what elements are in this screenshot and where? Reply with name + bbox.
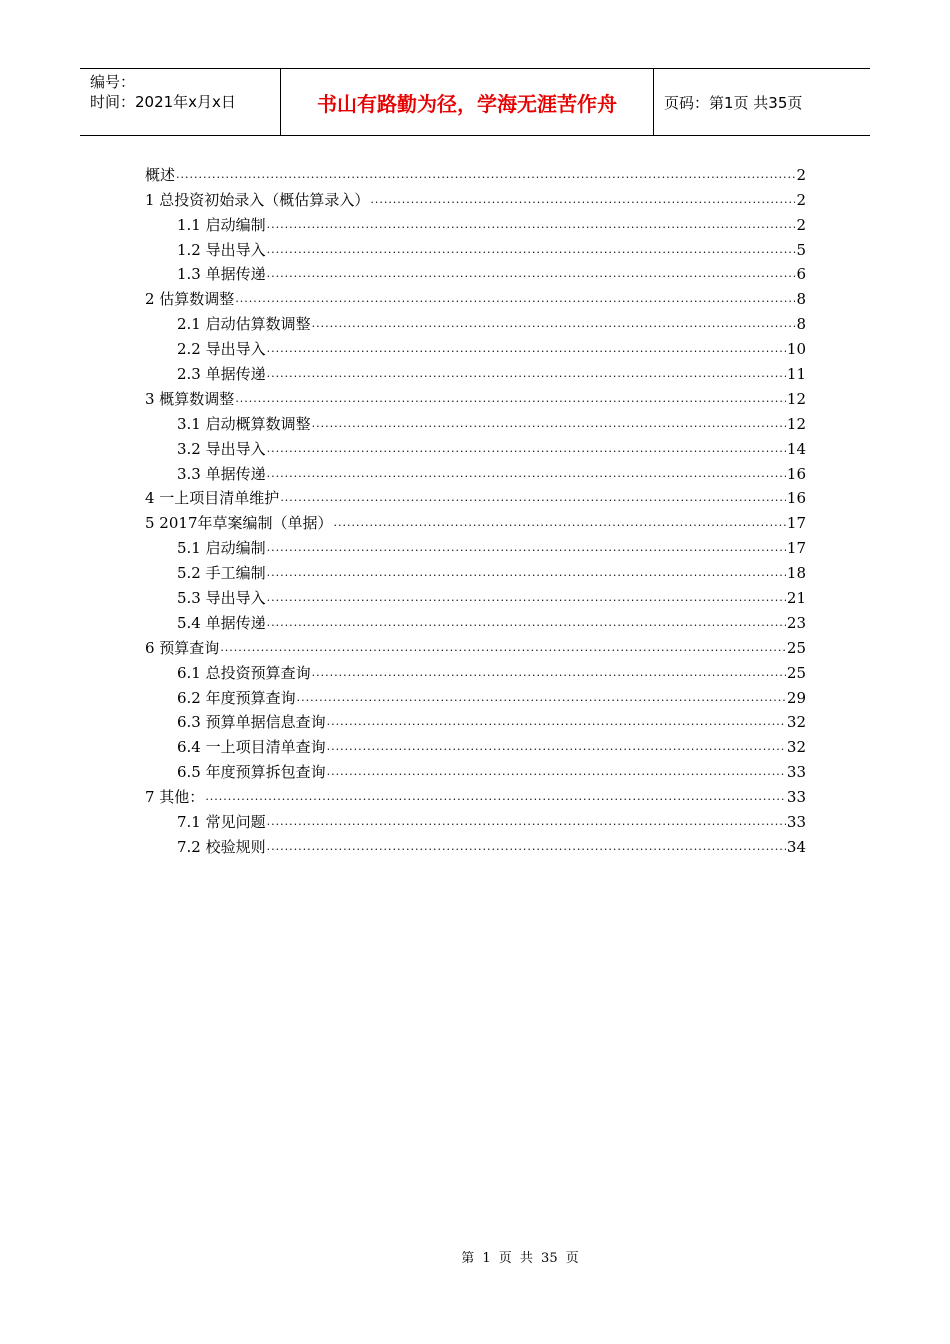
toc-leader-dots bbox=[235, 289, 795, 309]
toc-entry-label: 3.1 启动概算数调整 bbox=[177, 414, 311, 433]
toc-entry[interactable] bbox=[145, 732, 806, 757]
toc-leader-dots bbox=[267, 339, 786, 359]
toc-leader-dots bbox=[267, 538, 786, 558]
toc-entry-page: 25 bbox=[786, 663, 806, 682]
toc-entry[interactable] bbox=[145, 210, 806, 235]
toc-leader-dots bbox=[235, 389, 786, 409]
toc-entry[interactable] bbox=[145, 309, 806, 334]
toc-entry[interactable] bbox=[145, 185, 806, 210]
toc-entry-page: 8 bbox=[796, 315, 806, 334]
toc-entry-label: 5.4 单据传递 bbox=[177, 613, 266, 632]
toc-entry[interactable] bbox=[145, 583, 806, 608]
toc-entry[interactable] bbox=[145, 608, 806, 633]
toc-entry-label: 6.3 预算单据信息查询 bbox=[177, 713, 326, 732]
toc-entry-page: 29 bbox=[786, 688, 806, 707]
toc-entry-label: 5.1 启动编制 bbox=[177, 539, 266, 558]
toc-leader-dots bbox=[334, 513, 786, 533]
toc-entry-page: 21 bbox=[786, 589, 806, 608]
toc-leader-dots bbox=[327, 737, 786, 757]
toc-entry-page: 33 bbox=[786, 813, 806, 832]
toc-entry[interactable] bbox=[145, 459, 806, 484]
toc-leader-dots bbox=[176, 165, 795, 185]
toc-entry-page: 32 bbox=[786, 713, 806, 732]
toc-entry-page: 18 bbox=[786, 564, 806, 583]
toc-entry[interactable] bbox=[145, 832, 806, 857]
header-code-label: 编号： bbox=[90, 73, 136, 91]
header-page-info: 页码：第1页 共35页 bbox=[664, 93, 803, 112]
toc-entry[interactable] bbox=[145, 160, 806, 185]
toc-leader-dots bbox=[327, 712, 786, 732]
toc-entry-page: 8 bbox=[796, 290, 806, 309]
toc-leader-dots bbox=[205, 787, 786, 807]
toc-entry-page: 16 bbox=[786, 489, 806, 508]
toc-entry-label: 6.2 年度预算查询 bbox=[177, 688, 296, 707]
toc-entry-label: 6.5 年度预算拆包查询 bbox=[177, 763, 326, 782]
toc-entry[interactable] bbox=[145, 658, 806, 683]
toc-entry-label: 1.3 单据传递 bbox=[177, 265, 266, 284]
toc-entry[interactable] bbox=[145, 508, 806, 533]
toc-entry-label: 6.4 一上项目清单查询 bbox=[177, 738, 326, 757]
toc-entry-page: 34 bbox=[786, 837, 806, 856]
toc-entry-label: 4 一上项目清单维护 bbox=[145, 489, 280, 508]
toc-entry[interactable] bbox=[145, 409, 806, 434]
toc-entry-page: 33 bbox=[786, 763, 806, 782]
toc-leader-dots bbox=[267, 464, 786, 484]
page-header bbox=[80, 68, 870, 136]
header-time-label: 时间：2021年x月x日 bbox=[90, 93, 236, 111]
toc-entry-page: 5 bbox=[796, 240, 806, 259]
header-motto: 书山有路勤为径，学海无涯苦作舟 bbox=[281, 69, 654, 135]
toc-entry[interactable] bbox=[145, 558, 806, 583]
toc-entry-page: 2 bbox=[796, 215, 806, 234]
toc-leader-dots bbox=[297, 688, 786, 708]
page-footer: 第 1 页 共 35 页 bbox=[461, 1251, 579, 1266]
toc-entry-label: 3 概算数调整 bbox=[145, 389, 235, 408]
toc-entry-label: 5.2 手工编制 bbox=[177, 564, 266, 583]
toc-entry-label: 7.2 校验规则 bbox=[177, 837, 266, 856]
toc-entry-label: 5.3 导出导入 bbox=[177, 589, 266, 608]
toc-entry-page: 11 bbox=[786, 365, 806, 384]
toc-entry[interactable] bbox=[145, 284, 806, 309]
toc-entry[interactable] bbox=[145, 782, 806, 807]
toc-leader-dots bbox=[267, 240, 796, 260]
toc-entry-page: 25 bbox=[786, 638, 806, 657]
toc-entry-label: 2 估算数调整 bbox=[145, 290, 235, 309]
toc-entry-label: 1.1 启动编制 bbox=[177, 215, 266, 234]
toc-entry-label: 6 预算查询 bbox=[145, 638, 220, 657]
toc-entry-label: 7 其他： bbox=[145, 788, 205, 807]
toc-entry[interactable] bbox=[145, 807, 806, 832]
toc-entry-page: 2 bbox=[796, 165, 806, 184]
header-meta bbox=[80, 69, 281, 135]
toc-entry[interactable] bbox=[145, 633, 806, 658]
table-of-contents bbox=[145, 160, 806, 857]
toc-entry[interactable] bbox=[145, 757, 806, 782]
toc-entry-label: 6.1 总投资预算查询 bbox=[177, 663, 311, 682]
toc-entry-page: 12 bbox=[786, 389, 806, 408]
toc-entry-page: 33 bbox=[786, 788, 806, 807]
toc-leader-dots bbox=[370, 190, 795, 210]
toc-leader-dots bbox=[327, 762, 786, 782]
toc-leader-dots bbox=[267, 613, 786, 633]
toc-leader-dots bbox=[312, 314, 796, 334]
toc-entry[interactable] bbox=[145, 334, 806, 359]
toc-entry-page: 17 bbox=[786, 514, 806, 533]
toc-entry-page: 14 bbox=[786, 439, 806, 458]
toc-entry[interactable] bbox=[145, 260, 806, 285]
toc-leader-dots bbox=[312, 414, 786, 434]
toc-entry-label: 2.3 单据传递 bbox=[177, 365, 266, 384]
toc-entry[interactable] bbox=[145, 683, 806, 708]
toc-entry-label: 2.1 启动估算数调整 bbox=[177, 315, 311, 334]
toc-leader-dots bbox=[267, 264, 796, 284]
toc-entry-page: 6 bbox=[796, 265, 806, 284]
toc-entry[interactable] bbox=[145, 384, 806, 409]
toc-leader-dots bbox=[267, 563, 786, 583]
toc-leader-dots bbox=[267, 588, 786, 608]
toc-entry-label: 3.2 导出导入 bbox=[177, 439, 266, 458]
toc-entry-page: 32 bbox=[786, 738, 806, 757]
toc-leader-dots bbox=[280, 488, 786, 508]
toc-leader-dots bbox=[267, 812, 786, 832]
toc-leader-dots bbox=[267, 439, 786, 459]
toc-entry-page: 16 bbox=[786, 464, 806, 483]
toc-entry-label: 3.3 单据传递 bbox=[177, 464, 266, 483]
toc-leader-dots bbox=[220, 638, 786, 658]
toc-entry-page: 23 bbox=[786, 613, 806, 632]
toc-entry-page: 12 bbox=[786, 414, 806, 433]
toc-entry[interactable] bbox=[145, 533, 806, 558]
toc-entry[interactable] bbox=[145, 484, 806, 509]
toc-leader-dots bbox=[267, 215, 796, 235]
toc-entry[interactable] bbox=[145, 708, 806, 733]
toc-entry[interactable] bbox=[145, 235, 806, 260]
toc-entry-label: 概述 bbox=[145, 165, 176, 184]
toc-entry-page: 2 bbox=[796, 190, 806, 209]
toc-leader-dots bbox=[312, 663, 786, 683]
toc-entry-page: 10 bbox=[786, 340, 806, 359]
toc-entry-page: 17 bbox=[786, 539, 806, 558]
toc-entry-label: 7.1 常见问题 bbox=[177, 813, 266, 832]
toc-leader-dots bbox=[267, 364, 786, 384]
toc-entry[interactable] bbox=[145, 434, 806, 459]
toc-entry-label: 1.2 导出导入 bbox=[177, 240, 266, 259]
toc-entry-label: 5 2017年草案编制（单据） bbox=[145, 514, 333, 533]
toc-entry-label: 2.2 导出导入 bbox=[177, 340, 266, 359]
toc-entry[interactable] bbox=[145, 359, 806, 384]
toc-entry-label: 1 总投资初始录入（概估算录入） bbox=[145, 190, 370, 209]
toc-leader-dots bbox=[267, 837, 786, 857]
